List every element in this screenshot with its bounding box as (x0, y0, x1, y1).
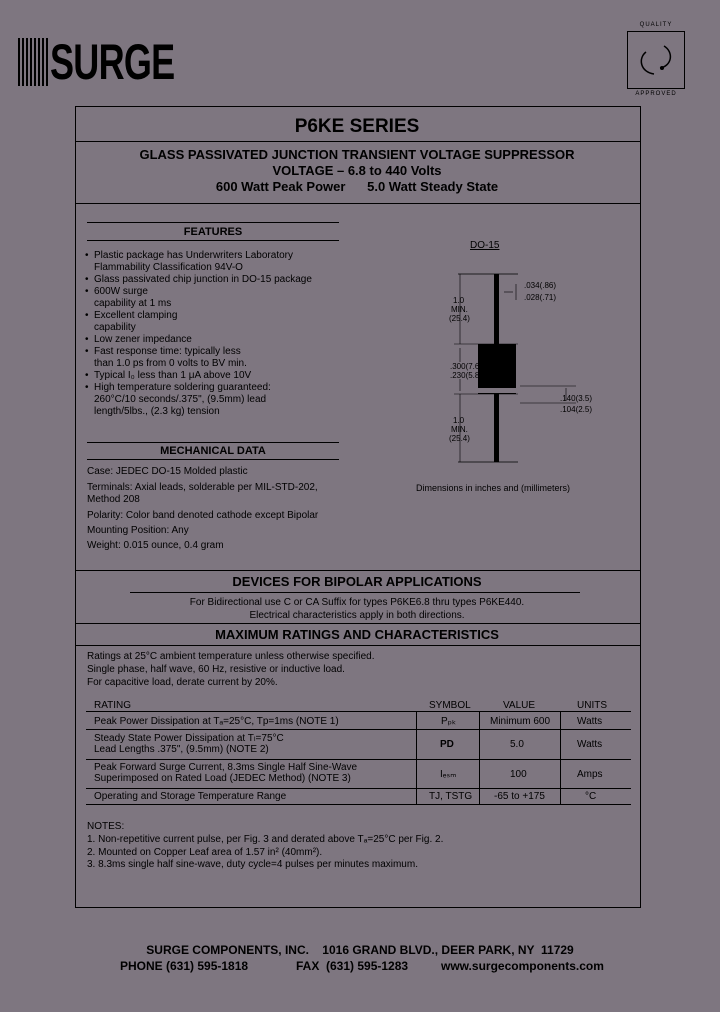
quality-badge-top: QUALITY (639, 22, 673, 28)
rating-cell: Steady State Power Dissipation at Tₗ=75°C (94, 733, 284, 744)
dim-body-length-min: .230(5.8) (450, 371, 483, 380)
footer-phone: PHONE (631) 595-1818 (120, 959, 249, 973)
col-header-symbol: SYMBOL (429, 700, 471, 711)
mechanical-item: Terminals: Axial leads, solderable per MIL-STD-202, (87, 482, 318, 493)
divider (75, 203, 641, 204)
dim-lead-dia-max: .034(.86) (524, 281, 557, 290)
bipolar-title: DEVICES FOR BIPOLAR APPLICATIONS (232, 574, 482, 589)
units-cell: °C (585, 791, 597, 802)
diagram-caption: Dimensions in inches and (millimeters) (416, 483, 571, 493)
mechanical-rule-top (87, 442, 339, 443)
note-item: 2. Mounted on Copper Leaf area of 1.57 in² (40mm²). (87, 847, 323, 858)
divider (75, 645, 641, 646)
quality-approved-badge (624, 22, 688, 97)
col-header-value: VALUE (503, 700, 536, 711)
feature-item: • High temperature soldering guaranteed: 260°C/10 seconds/.375", (9.5mm) lead length/5lbs., (2.3 kg) tension (84, 382, 354, 418)
feature-item: • Typical I₀ less than 1 μA above 10V (84, 370, 354, 382)
dim-body-length-max: .300(7.6) (450, 362, 483, 371)
footer-address: SURGE COMPONENTS, INC. 1016 GRAND BLVD., DEER PARK, NY 11729 (146, 943, 574, 957)
units-cell: Watts (577, 716, 603, 727)
bipolar-line1: For Bidirectional use C or CA Suffix for types P6KE6.8 thru types P6KE440. (189, 597, 525, 608)
dim-body-dia-max: .140(3.5) (560, 394, 593, 403)
symbol-cell: PD (440, 739, 454, 750)
feature-item: • Plastic package has Underwriters Laboratory Flammability Classification 94V-O (84, 250, 354, 274)
dim-top-lead-length: 1.0 (453, 296, 465, 305)
ratings-intro: Single phase, half wave, 60 Hz, resistive or inductive load. (87, 664, 345, 675)
dim-top-lead-min: MIN. (451, 305, 468, 314)
bipolar-line2: Electrical characteristics apply in both directions. (249, 610, 465, 621)
quality-badge-icon (627, 31, 685, 89)
mechanical-rule-bottom (87, 459, 339, 460)
quality-badge-bottom: APPROVED (635, 91, 677, 97)
dim-bottom-lead-min: MIN. (451, 425, 468, 434)
units-cell: Watts (577, 739, 603, 750)
value-cell: Minimum 600 (490, 716, 551, 727)
value-cell: -65 to +175 (494, 791, 545, 802)
dim-lead-dia-min: .028(.71) (524, 293, 557, 302)
mechanical-title: MECHANICAL DATA (160, 445, 266, 457)
divider (75, 623, 641, 624)
rating-cell: Peak Power Dissipation at Tₐ=25°C, Tp=1ms (NOTE 1) (94, 716, 339, 727)
mechanical-item: Mounting Position: Any (87, 525, 189, 536)
logo-bars (18, 38, 48, 86)
dim-body-dia-min: .104(2.5) (560, 405, 593, 414)
ratings-intro: Ratings at 25°C ambient temperature unless otherwise specified. (87, 651, 375, 662)
surge-logo (18, 34, 223, 90)
header-line1: GLASS PASSIVATED JUNCTION TRANSIENT VOLTAGE SUPPRESSOR (139, 147, 575, 162)
rating-cell: Peak Forward Surge Current, 8.3ms Single Half Sine-Wave (94, 762, 358, 773)
units-cell: Amps (577, 769, 603, 780)
note-item: 3. 8.3ms single half sine-wave, duty cycle=4 pulses per minutes maximum. (87, 859, 418, 870)
diagram-package-label: DO-15 (470, 240, 500, 251)
logo-text: SURGE (50, 34, 175, 90)
rating-cell: Superimposed on Rated Load (JEDEC Method) (NOTE 3) (94, 773, 351, 784)
dim-top-lead-mm: (25.4) (449, 314, 470, 323)
footer-fax: FAX (631) 595-1283 (296, 959, 409, 973)
value-cell: 100 (510, 769, 527, 780)
symbol-cell: Pₚₖ (441, 716, 457, 727)
header-line2: VOLTAGE – 6.8 to 440 Volts (272, 163, 442, 178)
header-line3: 600 Watt Peak Power 5.0 Watt Steady State (215, 179, 499, 194)
bipolar-rule (130, 592, 580, 593)
footer-website: www.surgecomponents.com (441, 959, 604, 973)
series-title: P6KE SERIES (294, 116, 420, 137)
notes-title: NOTES: (87, 821, 125, 832)
mechanical-item: Polarity: Color band denoted cathode except Bipolar (87, 510, 319, 521)
features-list (84, 250, 354, 418)
features-rule-top (87, 222, 339, 223)
mechanical-item: Weight: 0.015 ounce, 0.4 gram (87, 540, 224, 551)
col-header-rating: RATING (94, 700, 132, 711)
mechanical-item: Case: JEDEC DO-15 Molded plastic (87, 466, 248, 477)
feature-item: • Fast response time: typically less than 1.0 ps from 0 volts to BV min. (84, 346, 354, 370)
rating-cell: Operating and Storage Temperature Range (94, 791, 287, 802)
ratings-title: MAXIMUM RATINGS AND CHARACTERISTICS (215, 627, 499, 642)
value-cell: 5.0 (510, 739, 524, 750)
feature-item: • 600W surge capability at 1 ms (84, 286, 354, 310)
ratings-intro: For capacitive load, derate current by 20%. (87, 677, 278, 688)
feature-item: • Glass passivated chip junction in DO-15 package (84, 274, 354, 286)
feature-item: • Low zener impedance (84, 334, 354, 346)
features-rule-bottom (87, 240, 339, 241)
mechanical-item: Method 208 (87, 494, 140, 505)
divider (75, 141, 641, 142)
divider (75, 570, 641, 571)
feature-item: • Excellent clamping capability (84, 310, 354, 334)
symbol-cell: TJ, TSTG (429, 791, 473, 802)
note-item: 1. Non-repetitive current pulse, per Fig. 3 and derated above Tₐ=25°C per Fig. 2. (87, 834, 444, 845)
symbol-cell: Iₑₛₘ (440, 769, 457, 780)
dim-bottom-lead-length: 1.0 (453, 416, 465, 425)
features-title: FEATURES (183, 226, 243, 238)
rating-cell: Lead Lengths .375", (9.5mm) (NOTE 2) (94, 744, 269, 755)
dim-bottom-lead-mm: (25.4) (449, 434, 470, 443)
do15-package-diagram (418, 238, 598, 488)
col-header-units: UNITS (577, 700, 607, 711)
